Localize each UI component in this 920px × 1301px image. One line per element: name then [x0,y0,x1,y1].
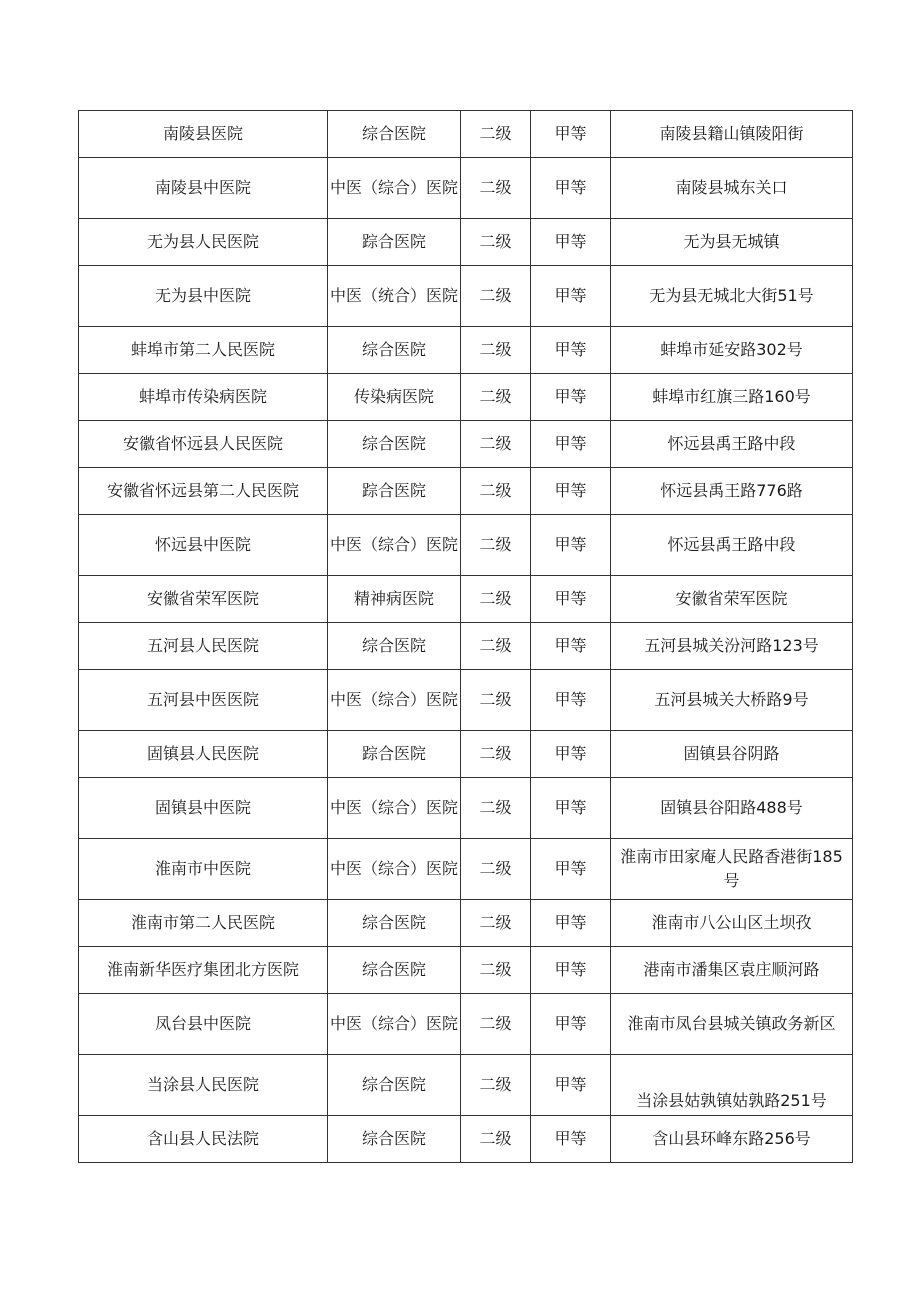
hospital-grade-cell: 甲等 [531,576,611,623]
table-row [79,1116,853,1163]
hospital-type-cell: 踪合医院 [328,731,461,778]
hospital-grade-cell: 甲等 [531,111,611,158]
hospital-level-cell: 二级 [461,468,531,515]
hospital-address-cell: 五河县城关汾河路123号 [611,623,853,670]
hospital-address-cell: 无为县无城镇 [611,219,853,266]
hospital-name-cell: 南陵县中医院 [79,158,328,219]
hospital-table-body [79,111,853,1163]
hospital-name-cell: 含山县人民法院 [79,1116,328,1163]
hospital-grade-cell: 甲等 [531,219,611,266]
hospital-name-cell: 五河县人民医院 [79,623,328,670]
table-row [79,900,853,947]
hospital-level-cell: 二级 [461,670,531,731]
table-row [79,947,853,994]
hospital-grade-cell: 甲等 [531,670,611,731]
hospital-address-cell: 固镇县谷阳路488号 [611,778,853,839]
hospital-name-cell: 蚌埠市传染病医院 [79,374,328,421]
hospital-type-cell: 传染病医院 [328,374,461,421]
hospital-name-cell: 无为县人民医院 [79,219,328,266]
hospital-name-cell: 安徽省荣军医院 [79,576,328,623]
table-row [79,158,853,219]
hospital-level-cell: 二级 [461,111,531,158]
hospital-name-cell: 怀远县中医院 [79,515,328,576]
hospital-grade-cell: 甲等 [531,839,611,900]
hospital-type-cell: 中医（综合）医院 [328,670,461,731]
hospital-name-cell: 淮南市中医院 [79,839,328,900]
table-row [79,994,853,1055]
hospital-type-cell: 中医（综合）医院 [328,994,461,1055]
hospital-grade-cell: 甲等 [531,778,611,839]
table-row [79,374,853,421]
hospital-type-cell: 综合医院 [328,900,461,947]
hospital-type-cell: 踪合医院 [328,219,461,266]
hospital-level-cell: 二级 [461,1055,531,1116]
hospital-address-cell: 怀远县禹王路中段 [611,421,853,468]
hospital-address-cell: 南陵县籍山镇陵阳街 [611,111,853,158]
table-row [79,468,853,515]
hospital-type-cell: 中医（综合）医院 [328,158,461,219]
hospital-address-cell: 淮南市八公山区土坝孜 [611,900,853,947]
hospital-level-cell: 二级 [461,374,531,421]
hospital-grade-cell: 甲等 [531,900,611,947]
hospital-level-cell: 二级 [461,839,531,900]
hospital-name-cell: 安徽省怀远县人民医院 [79,421,328,468]
hospital-address-cell: 淮南市田家庵人民路香港街185号 [611,839,853,900]
hospital-address-cell: 南陵县城东关口 [611,158,853,219]
hospital-level-cell: 二级 [461,778,531,839]
hospital-level-cell: 二级 [461,421,531,468]
hospital-level-cell: 二级 [461,731,531,778]
table-row [79,670,853,731]
hospital-type-cell: 综合医院 [328,111,461,158]
hospital-grade-cell: 甲等 [531,994,611,1055]
hospital-address-cell: 怀远县禹王路776路 [611,468,853,515]
hospital-grade-cell: 甲等 [531,468,611,515]
hospital-type-cell: 踪合医院 [328,468,461,515]
hospital-address-cell: 怀远县禹王路中段 [611,515,853,576]
hospital-level-cell: 二级 [461,576,531,623]
table-row [79,219,853,266]
hospital-name-cell: 五河县中医医院 [79,670,328,731]
hospital-name-cell: 淮南市第二人民医院 [79,900,328,947]
hospital-name-cell: 凤台县中医院 [79,994,328,1055]
table-row [79,515,853,576]
hospital-table [78,110,853,1163]
hospital-name-cell: 安徽省怀远县第二人民医院 [79,468,328,515]
hospital-type-cell: 中医（综合）医院 [328,515,461,576]
hospital-address-cell: 淮南市凤台县城关镇政务新区 [611,994,853,1055]
hospital-name-cell: 固镇县中医院 [79,778,328,839]
hospital-type-cell: 精神病医院 [328,576,461,623]
hospital-level-cell: 二级 [461,515,531,576]
hospital-grade-cell: 甲等 [531,327,611,374]
table-row [79,266,853,327]
hospital-grade-cell: 甲等 [531,374,611,421]
hospital-address-cell: 安徽省荣军医院 [611,576,853,623]
table-row [79,576,853,623]
hospital-level-cell: 二级 [461,158,531,219]
hospital-level-cell: 二级 [461,219,531,266]
hospital-level-cell: 二级 [461,1116,531,1163]
hospital-type-cell: 综合医院 [328,421,461,468]
hospital-name-cell: 固镇县人民医院 [79,731,328,778]
hospital-level-cell: 二级 [461,947,531,994]
hospital-type-cell: 综合医院 [328,327,461,374]
hospital-name-cell: 当涂县人民医院 [79,1055,328,1116]
hospital-address-cell: 无为县无城北大街51号 [611,266,853,327]
hospital-grade-cell: 甲等 [531,158,611,219]
hospital-address-cell: 蚌埠市红旗三路160号 [611,374,853,421]
hospital-address-cell: 港南市潘集区袁庄顺河路 [611,947,853,994]
hospital-type-cell: 综合医院 [328,623,461,670]
hospital-type-cell: 中医（综合）医院 [328,778,461,839]
hospital-grade-cell: 甲等 [531,266,611,327]
hospital-type-cell: 综合医院 [328,1116,461,1163]
hospital-address-cell: 当涂县姑孰镇姑孰路251号 [611,1055,853,1116]
hospital-level-cell: 二级 [461,900,531,947]
table-row [79,111,853,158]
hospital-address-cell: 蚌埠市延安路302号 [611,327,853,374]
hospital-type-cell: 综合医院 [328,1055,461,1116]
table-row [79,778,853,839]
hospital-grade-cell: 甲等 [531,421,611,468]
table-row [79,421,853,468]
hospital-grade-cell: 甲等 [531,1055,611,1116]
hospital-address-cell: 含山县环峰东路256号 [611,1116,853,1163]
hospital-level-cell: 二级 [461,623,531,670]
hospital-name-cell: 淮南新华医疗集团北方医院 [79,947,328,994]
table-row [79,839,853,900]
hospital-type-cell: 综合医院 [328,947,461,994]
hospital-level-cell: 二级 [461,327,531,374]
hospital-grade-cell: 甲等 [531,731,611,778]
hospital-grade-cell: 甲等 [531,1116,611,1163]
hospital-type-cell: 中医（统合）医院 [328,266,461,327]
hospital-type-cell: 中医（综合）医院 [328,839,461,900]
hospital-grade-cell: 甲等 [531,515,611,576]
hospital-name-cell: 无为县中医院 [79,266,328,327]
hospital-level-cell: 二级 [461,266,531,327]
table-row [79,623,853,670]
hospital-grade-cell: 甲等 [531,947,611,994]
table-row [79,1055,853,1116]
hospital-level-cell: 二级 [461,994,531,1055]
hospital-name-cell: 蚌埠市第二人民医院 [79,327,328,374]
hospital-grade-cell: 甲等 [531,623,611,670]
table-row [79,731,853,778]
hospital-address-cell: 固镇县谷阴路 [611,731,853,778]
table-row [79,327,853,374]
hospital-address-cell: 五河县城关大桥路9号 [611,670,853,731]
hospital-name-cell: 南陵县医院 [79,111,328,158]
